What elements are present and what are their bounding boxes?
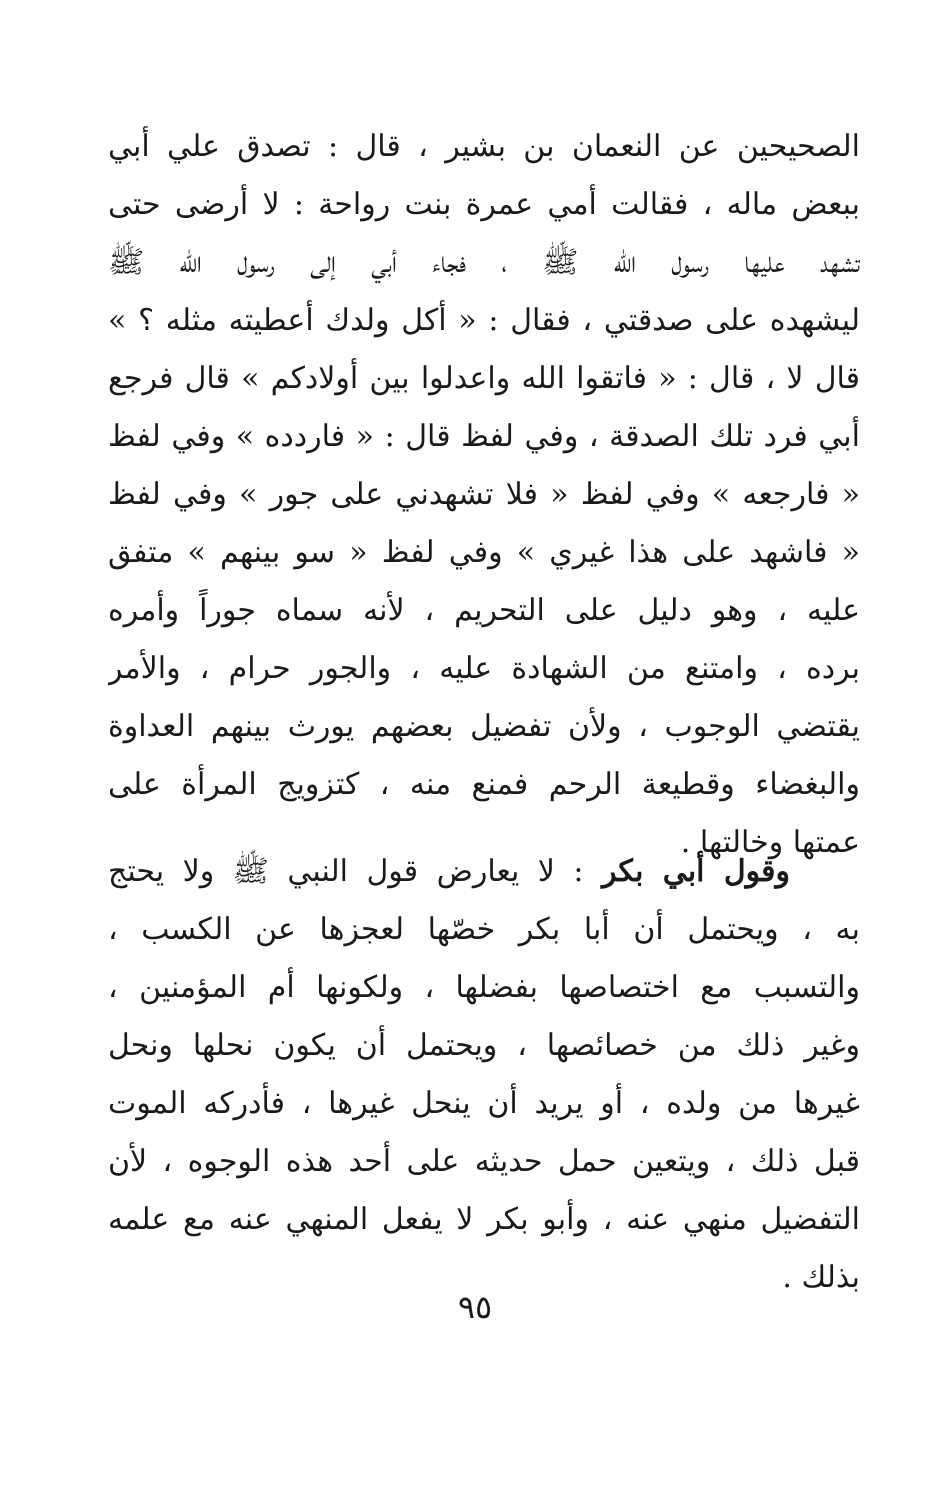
paragraph-line: التفضيل منهي عنه ، وأبو بكر لا يفعل المنهي عنه مع علمه — [108, 1202, 860, 1237]
page-number: ٩٥ — [457, 1288, 493, 1326]
paragraph-2 — [108, 843, 860, 1307]
paragraph-line: برده ، وامتنع من الشهادة عليه ، والجور حرام ، والأمر — [108, 651, 860, 686]
paragraph-line: وغير ذلك من خصائصها ، ويحتمل أن يكون نحلها ونحل — [108, 1028, 860, 1063]
paragraph-line: « فاشهد على هذا غيري » وفي لفظ « سو بينهم » متفق — [108, 535, 860, 570]
paragraph-line: غيرها من ولده ، أو يريد أن ينحل غيرها ، فأدركه الموت — [108, 1086, 860, 1121]
paragraph-line: يقتضي الوجوب ، ولأن تفضيل بعضهم يورث بينهم العداوة — [108, 709, 860, 744]
paragraph-line: به ، ويحتمل أن أبا بكر خصّها لعجزها عن الكسب ، — [108, 912, 860, 947]
paragraph-line: تشهد عليها رسول الله ﷺ ، فجاء أبي إلى رسول الله ﷺ — [108, 245, 860, 280]
paragraph-line: عمتها وخالتها . — [680, 825, 860, 860]
paragraph-first-line — [108, 843, 860, 901]
paragraph-lead: وقول أبي بكر — [601, 854, 791, 889]
paragraph-line: « فارجعه » وفي لفظ « فلا تشهدني على جور » وفي لفظ — [108, 477, 860, 512]
paragraph-line: قبل ذلك ، ويتعين حمل حديثه على أحد هذه الوجوه ، لأن — [108, 1144, 860, 1179]
paragraph-line: الصحيحين عن النعمان بن بشير ، قال : تصدق علي أبي — [108, 129, 860, 164]
paragraph-line: قال لا ، قال : « فاتقوا الله واعدلوا بين أولادكم » قال فرجع — [108, 361, 860, 396]
paragraph-line: والتسبب مع اختصاصها بفضلها ، ولكونها أم المؤمنين ، — [108, 970, 860, 1005]
paragraph-line: عليه ، وهو دليل على التحريم ، لأنه سماه جوراً وأمره — [108, 593, 860, 628]
paragraph-line: بذلك . — [782, 1260, 860, 1295]
paragraph-line: ليشهده على صدقتي ، فقال : « أكل ولدك أعطيته مثله ؟ » — [108, 303, 860, 338]
paragraph-first-line-text: : لا يعارض قول النبي ﷺ ولا يحتج — [108, 854, 602, 889]
paragraph-line: ببعض ماله ، فقالت أمي عمرة بنت رواحة : لا أرضى حتى — [108, 187, 860, 222]
paragraph-line: أبي فرد تلك الصدقة ، وفي لفظ قال : « فاردده » وفي لفظ — [108, 419, 860, 454]
paragraph-1 — [108, 118, 860, 872]
paragraph-line: والبغضاء وقطيعة الرحم فمنع منه ، كتزويج المرأة على — [108, 767, 860, 802]
